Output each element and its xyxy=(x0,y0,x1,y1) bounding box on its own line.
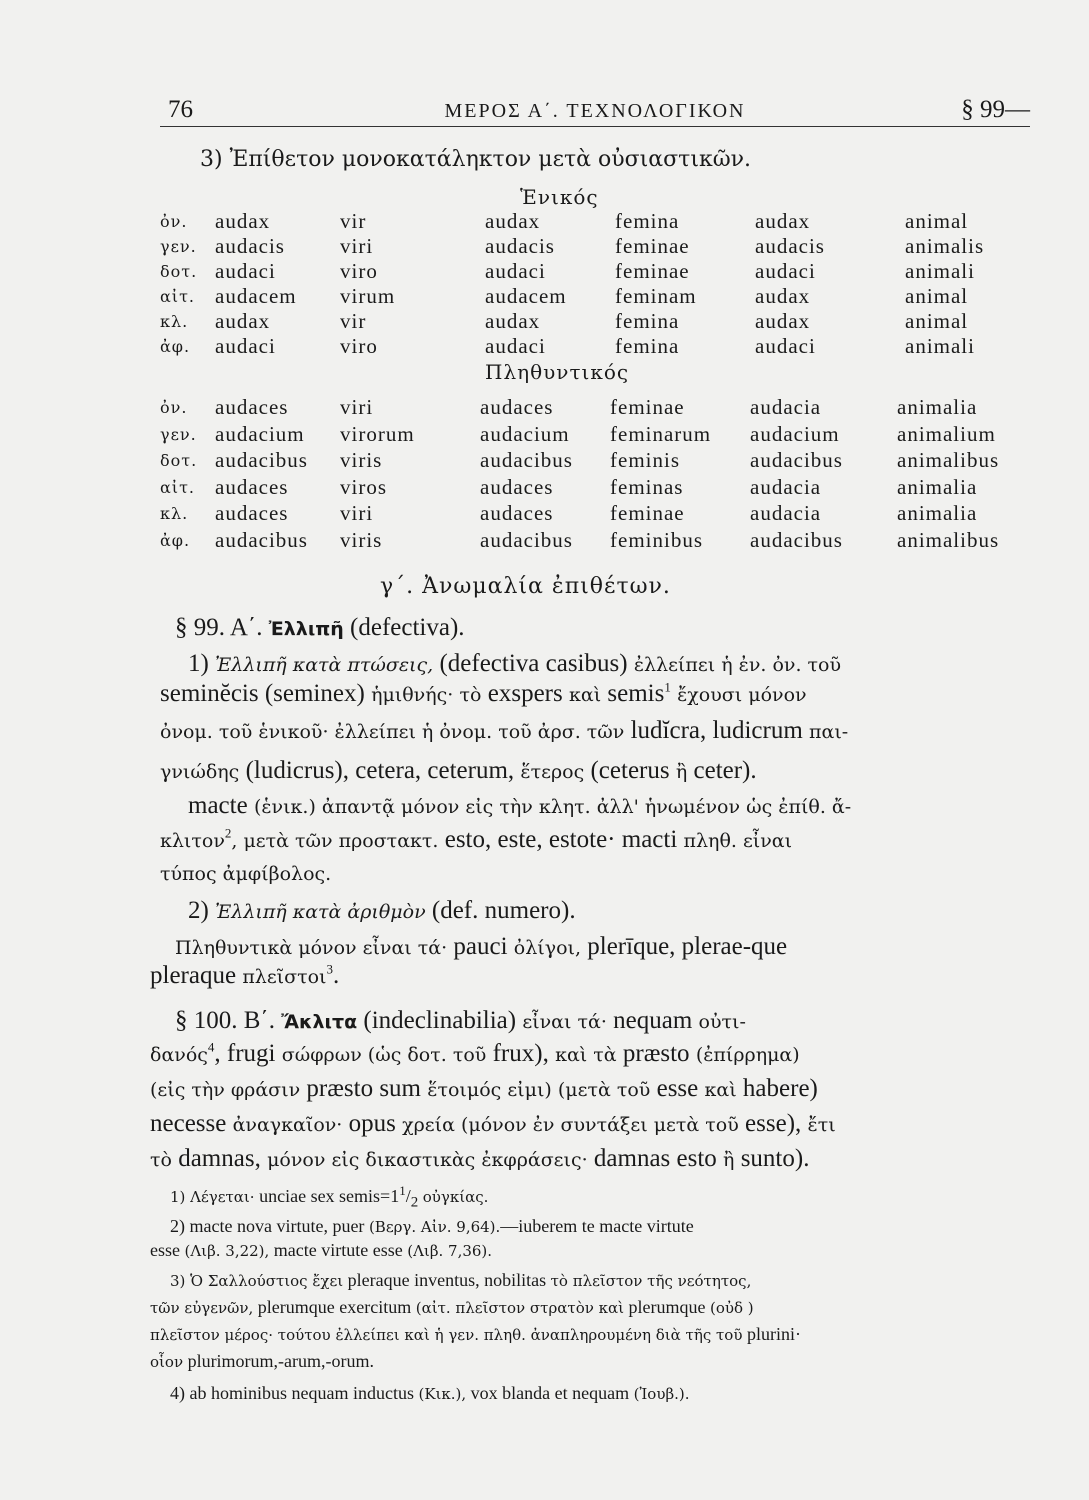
text-span: Ἐλλιπῆ κατὰ πτώσεις, xyxy=(215,654,434,676)
text-span: vox blanda et nequam xyxy=(470,1383,630,1403)
text-span: 2) xyxy=(188,897,209,924)
text-span: ludĭcra, ludicrum xyxy=(630,717,803,744)
text-span: pleraque inventus, nobilitas xyxy=(347,1270,547,1290)
table-cell: audaces xyxy=(480,475,554,499)
text-span: damnas, xyxy=(178,1145,261,1172)
case-label: γεν. xyxy=(160,237,197,256)
table-cell: audacibus xyxy=(480,528,573,552)
paragraph-line xyxy=(175,933,787,961)
table-cell: animalia xyxy=(897,475,978,499)
section-99-latin: (defectiva). xyxy=(350,614,465,641)
case-label: ἀφ. xyxy=(160,531,191,550)
plural-label: Πληθυντικός xyxy=(485,360,630,384)
text-span: macte xyxy=(188,792,248,819)
table-cell: audaces xyxy=(215,475,289,499)
text-span: nequam xyxy=(613,1007,693,1034)
text-span: παι- xyxy=(809,721,849,743)
running-title: ΜΕΡΟΣ Α΄. ΤΕΧΝΟΛΟΓΙΚΟΝ xyxy=(444,100,746,122)
footnote-3-cont xyxy=(150,1351,374,1372)
text-span: plerīque, plerae-que xyxy=(587,933,788,960)
text-span: ἡμιθνής· xyxy=(371,684,454,706)
footnote-3-cont xyxy=(150,1324,801,1345)
text-span: —iuberem te macte virtute xyxy=(500,1216,694,1236)
table-cell: vir xyxy=(340,209,367,233)
text-span: (ludicrus), cetera, ceterum, xyxy=(245,757,515,784)
section-heading-3: 3) Ἐπίθετον μονοκατάληκτον μετὰ οὐσιαστικῶν. xyxy=(200,147,752,172)
text-span: seminĕcis (seminex) xyxy=(160,680,365,707)
paragraph-line xyxy=(188,897,576,925)
table-cell: viro xyxy=(340,334,378,358)
text-span: necesse xyxy=(150,1110,227,1137)
table-cell: audacis xyxy=(755,234,825,258)
text-span: οἷον xyxy=(150,1353,184,1371)
table-cell: audacis xyxy=(215,234,285,258)
page-number: 76 xyxy=(168,96,193,123)
text-span: exspers xyxy=(487,680,563,707)
table-cell: audaces xyxy=(215,501,289,525)
footnote-2 xyxy=(170,1216,694,1237)
text-span: ὀλίγοι, xyxy=(513,937,582,959)
footnote-ref: 4 xyxy=(207,1039,215,1055)
text-span: μόνον εἰς δικαστικὰς ἐκφράσεις· xyxy=(267,1149,588,1171)
table-cell: feminis xyxy=(610,448,680,472)
table-cell: viro xyxy=(340,259,378,283)
text-span: ceter). xyxy=(693,757,757,784)
table-cell: feminibus xyxy=(610,528,703,552)
paragraph-line xyxy=(150,962,339,990)
table-cell: audacibus xyxy=(480,448,573,472)
paragraph-line: τύπος ἀμφίβολος. xyxy=(160,863,332,885)
case-label: αἰτ. xyxy=(160,478,196,497)
case-label: ἀφ. xyxy=(160,337,191,356)
text-span: 4) ab hominibus nequam inductus xyxy=(170,1383,414,1403)
text-span: (defectiva casibus) xyxy=(439,650,628,677)
table-cell: animal xyxy=(905,309,969,333)
text-span: præsto sum xyxy=(306,1075,422,1102)
table-cell: audacem xyxy=(215,284,297,308)
text-span: habere) xyxy=(742,1075,818,1102)
table-cell: animalia xyxy=(897,395,978,419)
table-cell: audacis xyxy=(485,234,555,258)
table-cell: animali xyxy=(905,334,975,358)
text-span: pauci xyxy=(453,933,508,960)
text-span: κλιτον xyxy=(160,830,225,852)
table-cell: audacium xyxy=(215,422,305,446)
table-cell: audaci xyxy=(755,334,816,358)
case-label: δοτ. xyxy=(160,451,198,470)
text-span: frugi xyxy=(226,1040,276,1067)
table-cell: animalia xyxy=(897,501,978,525)
section-99-title: Ἐλλιπῆ xyxy=(268,618,344,640)
text-span: ἀναγκαῖον· xyxy=(232,1114,343,1136)
paragraph-line xyxy=(150,1110,836,1138)
text-span: opus xyxy=(348,1110,396,1137)
text-span: σώφρων (ὡς δοτ. τοῦ xyxy=(281,1044,487,1066)
text-span: esse xyxy=(656,1075,699,1102)
table-cell: audacibus xyxy=(215,448,308,472)
text-span: 3) Ὁ Σαλλούστιος ἔχει xyxy=(170,1272,344,1290)
footnote-2-cont xyxy=(150,1240,492,1261)
anomaly-heading: γ΄. Ἀνωμαλία ἐπιθέτων. xyxy=(380,574,671,599)
paragraph-line xyxy=(150,1040,800,1068)
text-span: præsto xyxy=(622,1040,690,1067)
case-label: γεν. xyxy=(160,425,197,444)
text-span: / xyxy=(405,1186,411,1206)
text-span: (indeclinabilia) xyxy=(363,1007,517,1034)
table-cell: viri xyxy=(340,501,374,525)
table-cell: animalibus xyxy=(897,448,1000,472)
text-span: plerumque xyxy=(628,1297,706,1317)
text-span: unciae sex semis=1 xyxy=(259,1186,400,1206)
case-label: ὀν. xyxy=(160,212,188,231)
table-cell: audax xyxy=(215,309,271,333)
text-span: ἔτι xyxy=(807,1114,836,1136)
text-span: δανός xyxy=(150,1044,208,1066)
text-span: macti xyxy=(621,826,678,853)
text-span: plerumque exercitum xyxy=(257,1297,412,1317)
table-cell: audacia xyxy=(750,501,822,525)
declension-table xyxy=(160,185,1040,565)
section-99-number: § 99. Α΄. xyxy=(175,614,263,641)
text-span: (εἰς τὴν φράσιν xyxy=(150,1079,301,1101)
text-span: (Βεργ. Αἰν. 9,64). xyxy=(368,1218,501,1236)
table-cell: audacibus xyxy=(750,528,843,552)
table-cell: virum xyxy=(340,284,396,308)
text-span: (αἰτ. πλεῖστον στρατὸν καὶ xyxy=(415,1299,624,1317)
table-cell: viris xyxy=(340,528,383,552)
page-header xyxy=(160,96,1030,130)
text-span: (Λιβ. 3,22), xyxy=(184,1242,270,1260)
text-span: ὀνομ. τοῦ ἑνικοῦ· ἐλλείπει ἡ ὀνομ. τοῦ ἀρσ. τῶν xyxy=(160,721,625,743)
table-cell: audax xyxy=(755,309,811,333)
text-span: τὸ xyxy=(459,684,482,706)
section-100-line xyxy=(175,1007,746,1035)
text-span: οὐγκίας. xyxy=(422,1188,489,1206)
text-span: , μετὰ τῶν προστακτ. xyxy=(231,830,439,852)
footnote-3-cont xyxy=(150,1297,754,1318)
table-cell: audax xyxy=(755,209,811,233)
text-span: plurimorum,-arum,-orum. xyxy=(187,1351,375,1371)
fraction-numerator: 1 xyxy=(399,1183,406,1198)
table-cell: audaci xyxy=(485,334,546,358)
paragraph-line xyxy=(160,757,757,785)
text-span: εἶναι τά· xyxy=(522,1011,607,1033)
table-cell: audax xyxy=(485,209,541,233)
text-span: frux), xyxy=(492,1040,549,1067)
text-span: ἕτοιμός εἰμι) (μετὰ τοῦ xyxy=(427,1079,651,1101)
text-span: γνιώδης xyxy=(160,761,240,783)
table-cell: audaci xyxy=(485,259,546,283)
table-cell: femina xyxy=(615,334,680,358)
text-span: ἢ xyxy=(675,761,688,783)
text-span: (οὐδ ) xyxy=(709,1299,754,1317)
text-span: καὶ xyxy=(568,684,602,706)
text-span: 1) Λέγεται· xyxy=(170,1188,255,1206)
text-span: Ἐλλιπῆ κατὰ ἀριθμὸν xyxy=(215,901,426,923)
case-label: κλ. xyxy=(160,504,189,523)
text-span: (ἐπίρρημα) xyxy=(695,1044,800,1066)
section-100-title: Ἄκλιτα xyxy=(281,1011,358,1033)
case-label: δοτ. xyxy=(160,262,198,281)
text-span: ἕτερος xyxy=(520,761,585,783)
table-cell: audacia xyxy=(750,475,822,499)
paragraph-line xyxy=(150,1075,818,1103)
text-span: οὐτι- xyxy=(698,1011,746,1033)
table-cell: feminae xyxy=(615,234,690,258)
paragraph-line xyxy=(160,680,807,708)
table-cell: feminae xyxy=(610,395,685,419)
fraction-denominator: 2 xyxy=(410,1194,419,1211)
table-cell: feminas xyxy=(610,475,684,499)
table-cell: feminarum xyxy=(610,422,712,446)
text-span: sunto). xyxy=(740,1145,810,1172)
table-cell: audaci xyxy=(755,259,816,283)
table-cell: feminam xyxy=(615,284,697,308)
table-cell: audaci xyxy=(215,259,276,283)
text-span: 2) macte nova virtute, puer xyxy=(170,1216,365,1236)
table-cell: audacia xyxy=(750,395,822,419)
table-cell: animal xyxy=(905,209,969,233)
table-cell: audacibus xyxy=(215,528,308,552)
table-cell: virorum xyxy=(340,422,415,446)
text-span: (ceterus xyxy=(590,757,670,784)
table-cell: feminae xyxy=(610,501,685,525)
paragraph-line xyxy=(160,826,792,854)
text-span: (Κικ.), xyxy=(418,1385,467,1403)
text-span: τῶν εὐγενῶν, xyxy=(150,1299,254,1317)
text-span: τὸ πλεῖστον τῆς νεότητος, xyxy=(550,1272,752,1290)
text-span: καὶ xyxy=(704,1079,737,1101)
table-cell: animalium xyxy=(897,422,996,446)
table-cell: femina xyxy=(615,209,680,233)
table-cell: viris xyxy=(340,448,383,472)
section-marker: § 99— xyxy=(961,96,1030,123)
text-span: semis xyxy=(607,680,665,707)
table-cell: audaces xyxy=(480,501,554,525)
table-cell: feminae xyxy=(615,259,690,283)
case-label: ὀν. xyxy=(160,398,188,417)
footnote-ref: 1 xyxy=(664,679,671,695)
section-99-heading xyxy=(175,614,465,642)
table-cell: animal xyxy=(905,284,969,308)
text-span: pleraque xyxy=(150,962,237,989)
text-span: plurini· xyxy=(746,1324,801,1344)
text-span: τὸ xyxy=(150,1149,172,1171)
text-span: . xyxy=(333,962,340,989)
table-cell: audacem xyxy=(485,284,567,308)
text-span: χρεία (μόνον ἐν συντάξει μετὰ τοῦ xyxy=(402,1114,739,1136)
table-cell: viri xyxy=(340,234,374,258)
table-cell: audacium xyxy=(480,422,570,446)
table-cell: audax xyxy=(755,284,811,308)
table-cell: femina xyxy=(615,309,680,333)
table-cell: audacibus xyxy=(750,448,843,472)
paragraph-line xyxy=(188,792,851,820)
case-label: κλ. xyxy=(160,312,189,331)
paragraph-line xyxy=(160,717,848,745)
table-cell: vir xyxy=(340,309,367,333)
table-cell: audax xyxy=(215,209,271,233)
text-span: ἢ xyxy=(723,1149,735,1171)
text-span: 1) xyxy=(188,650,209,677)
text-span: (def. numero). xyxy=(431,897,576,924)
text-span: καὶ τὰ xyxy=(555,1044,617,1066)
text-span: esto, este, estote· xyxy=(444,826,616,853)
text-span: πλεῖστοι xyxy=(242,966,327,988)
text-span: Πληθυντικὰ μόνον εἶναι τά· xyxy=(175,937,448,959)
table-cell: audaces xyxy=(215,395,289,419)
text-span: macte virtute esse xyxy=(273,1240,403,1260)
text-span: damnas esto xyxy=(593,1145,717,1172)
text-span: ἔχουσι μόνον xyxy=(677,684,807,706)
footnote-3 xyxy=(170,1270,751,1291)
case-label: αἰτ. xyxy=(160,287,196,306)
paragraph-line xyxy=(188,650,841,678)
text-span: (Ἰουβ.). xyxy=(633,1385,690,1403)
footnote-ref: 2 xyxy=(224,825,232,841)
text-span: ἐλλείπει ἡ ἐν. ὀν. τοῦ xyxy=(633,654,842,676)
table-cell: audaces xyxy=(480,395,554,419)
text-span: (Λιβ. 7,36). xyxy=(407,1242,493,1260)
text-span: esse), xyxy=(745,1110,802,1137)
header-rule xyxy=(160,126,1030,127)
section-100-number: § 100. Β΄. xyxy=(175,1007,275,1034)
paragraph-line xyxy=(150,1145,809,1173)
text-span: πληθ. εἶναι xyxy=(683,830,793,852)
table-cell: viri xyxy=(340,395,374,419)
table-cell: animali xyxy=(905,259,975,283)
table-cell: audaci xyxy=(215,334,276,358)
text-span: πλεῖστον μέρος· τούτου ἐλλείπει καὶ ἡ γεν. πληθ. ἀναπληρουμένη διὰ τῆς τοῦ xyxy=(150,1326,743,1344)
text-span: , xyxy=(214,1040,221,1067)
table-cell: audax xyxy=(485,309,541,333)
table-cell: animalis xyxy=(905,234,985,258)
footnote-4 xyxy=(170,1383,690,1404)
singular-label: Ἑνικός xyxy=(520,185,599,209)
table-cell: animalibus xyxy=(897,528,1000,552)
table-cell: viros xyxy=(340,475,387,499)
footnote-1 xyxy=(170,1183,489,1212)
text-span: (ἑνικ.) ἀπαντᾷ μόνον εἰς τὴν κλητ. ἀλλ' ἡνωμένον ὡς ἐπίθ. ἄ- xyxy=(253,796,852,818)
table-cell: audacium xyxy=(750,422,840,446)
footnote-ref: 3 xyxy=(326,961,334,977)
text-span: esse xyxy=(150,1240,180,1260)
